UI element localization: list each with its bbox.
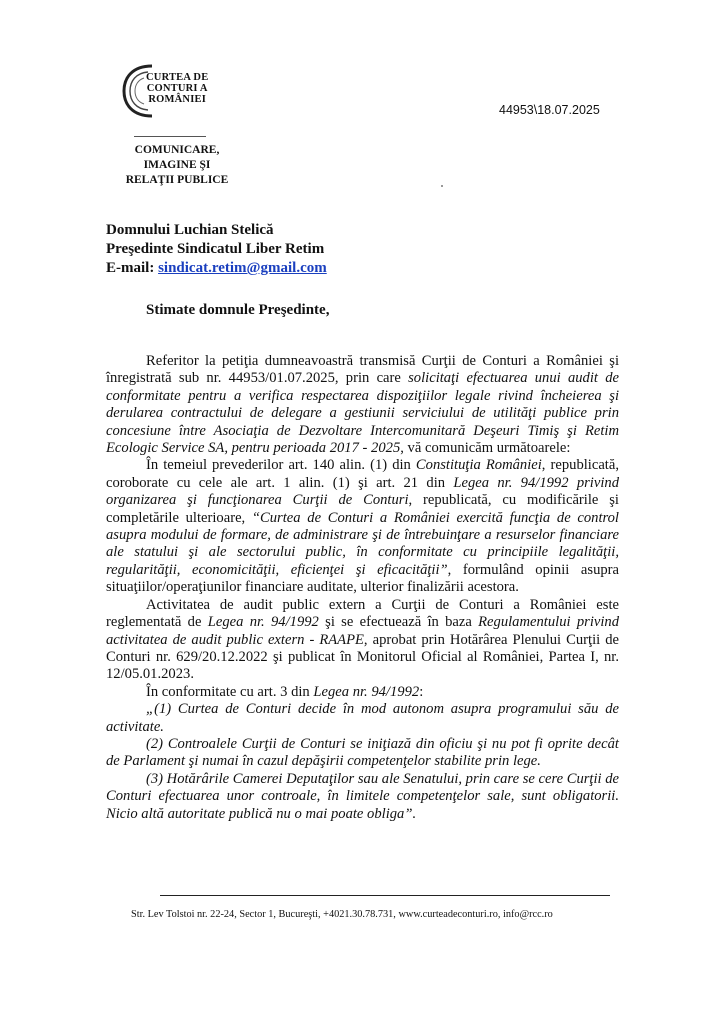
p2-italic-2: Legea nr. 94/1992 privind organizarea şi funcţionarea Curţii de Conturi [106, 474, 619, 509]
department-line-3: RELAŢII PUBLICE [125, 174, 229, 186]
logo-divider [134, 136, 206, 137]
quote-2-text: (2) Controalele Curţii de Conturi se iniţiază din oficiu şi nu pot fi oprite decât de Parlament şi numai în cazul depăşirii competenţelor stabilite prin lege. [106, 735, 619, 770]
logo-line-1: CURTEA DE [146, 72, 209, 83]
quote-3 [106, 771, 619, 823]
p2-text-b: , republicată, coroborate cu cele ale art. 1 alin. (1) şi art. 21 din [106, 457, 619, 491]
addressee-name: Domnului Luchian Stelică [106, 222, 274, 238]
quote-1-text: „(1) Curtea de Conturi decide în mod autonom asupra programului său de activitate. [106, 701, 619, 735]
p1-text-a: Referitor la petiţia dumneavoastră transmisă Curţii de Conturi a României şi înregistrată sub nr. 44953/01.07.2025, prin care [106, 353, 619, 387]
logo-line-2: CONTURI A [146, 83, 208, 94]
paragraph-3 [106, 597, 619, 684]
p3-italic-1: Legea nr. 94/1992 [207, 614, 319, 631]
quote-2 [106, 736, 619, 771]
paragraph-4 [106, 684, 619, 701]
addressee-title: Preşedinte Sindicatul Liber Retim [106, 241, 325, 257]
institution-logo [118, 60, 228, 122]
p2-italic-1: Constituţia României [415, 457, 542, 474]
department-name [112, 143, 242, 188]
email-label: E-mail: [106, 260, 159, 276]
footer-address: Str. Lev Tolstoi nr. 22-24, Sector 1, Bucureşti, +4021.30.78.731, www.curteadeconturi.ro, info@rcc.ro [131, 909, 553, 920]
p4-text-b: : [419, 683, 424, 700]
email-link[interactable]: sindicat.retim@gmail.com [158, 260, 327, 276]
letter-body [106, 353, 619, 823]
paragraph-1 [106, 353, 619, 457]
p2-italic-3: “Curtea de Conturi a României exercită funcţia de control asupra modului de formare, de administrare şi de întrebuinţare a resurselor financiare ale statului şi ale sectorului public, în conformitate cu principiile legalităţii, regularităţii, economicităţii, eficienţei şi eficacităţii” [106, 509, 619, 578]
p3-text-b: şi se efectuează în baza [318, 614, 479, 631]
p4-text-a: În conformitate cu art. 3 din [146, 683, 314, 700]
footer-divider [160, 895, 610, 896]
department-line-1: COMUNICARE, [134, 144, 220, 156]
paragraph-2 [106, 457, 619, 596]
salutation: Stimate domnule Preşedinte, [146, 302, 330, 318]
p2-text-a: În temeiul prevederilor art. 140 alin. (1) din [146, 457, 416, 474]
quote-3-text: (3) Hotărârile Camerei Deputaţilor sau ale Senatului, prin care se cere Curţii de Conturi efectuarea unor controale, în limitele competenţelor sale, sunt obligatorii. Nicio altă autoritate publică nu o mai poate obliga”. [106, 770, 620, 822]
department-line-2: IMAGINE ŞI [143, 159, 211, 171]
scan-speck [441, 185, 443, 187]
p3-text-c: , aprobat prin Hotărârea Plenului Curţii de Conturi nr. 629/20.12.2022 şi publicat în Monitorul Oficial al României, Partea I, nr. 12/05.01.2023. [106, 631, 619, 683]
addressee-email-line [106, 259, 327, 278]
p4-italic: Legea nr. 94/1992 [313, 683, 420, 700]
p3-text-a: Activitatea de audit public extern a Curţii de Conturi a României este reglementată de [106, 596, 619, 631]
p1-italic: solicitaţi efectuarea unui audit de conformitate pentru a verifica respectarea dispoziţiilor legale rivind încheierea şi derularea contractului de delegare a gestiunii serviciului de utilităţi publice prin concesiune între Asociaţia de Dezvoltare Intercomunitară Deşeuri Timiş şi Retim Ecologic Service SA, pentru perioada 2017 - 2025 [106, 370, 619, 457]
p1-text-b: , vă comunicăm următoarele: [400, 440, 571, 457]
addressee-block [106, 221, 327, 278]
logo-text [146, 72, 208, 105]
logo-line-3: ROMÂNIEI [148, 94, 206, 105]
registration-number: 44953\18.07.2025 [499, 103, 600, 117]
quote-1 [106, 701, 619, 736]
p2-text-c: , republicată, cu modificările şi completările ulterioare, [106, 492, 619, 526]
p2-text-d: , formulând opinii asupra situaţiilor/operaţiunilor financiare auditate, ulterior finalizării acestora. [106, 561, 619, 596]
p3-italic-2: Regulamentului privind activitatea de audit public extern - RAAPE [106, 614, 620, 648]
